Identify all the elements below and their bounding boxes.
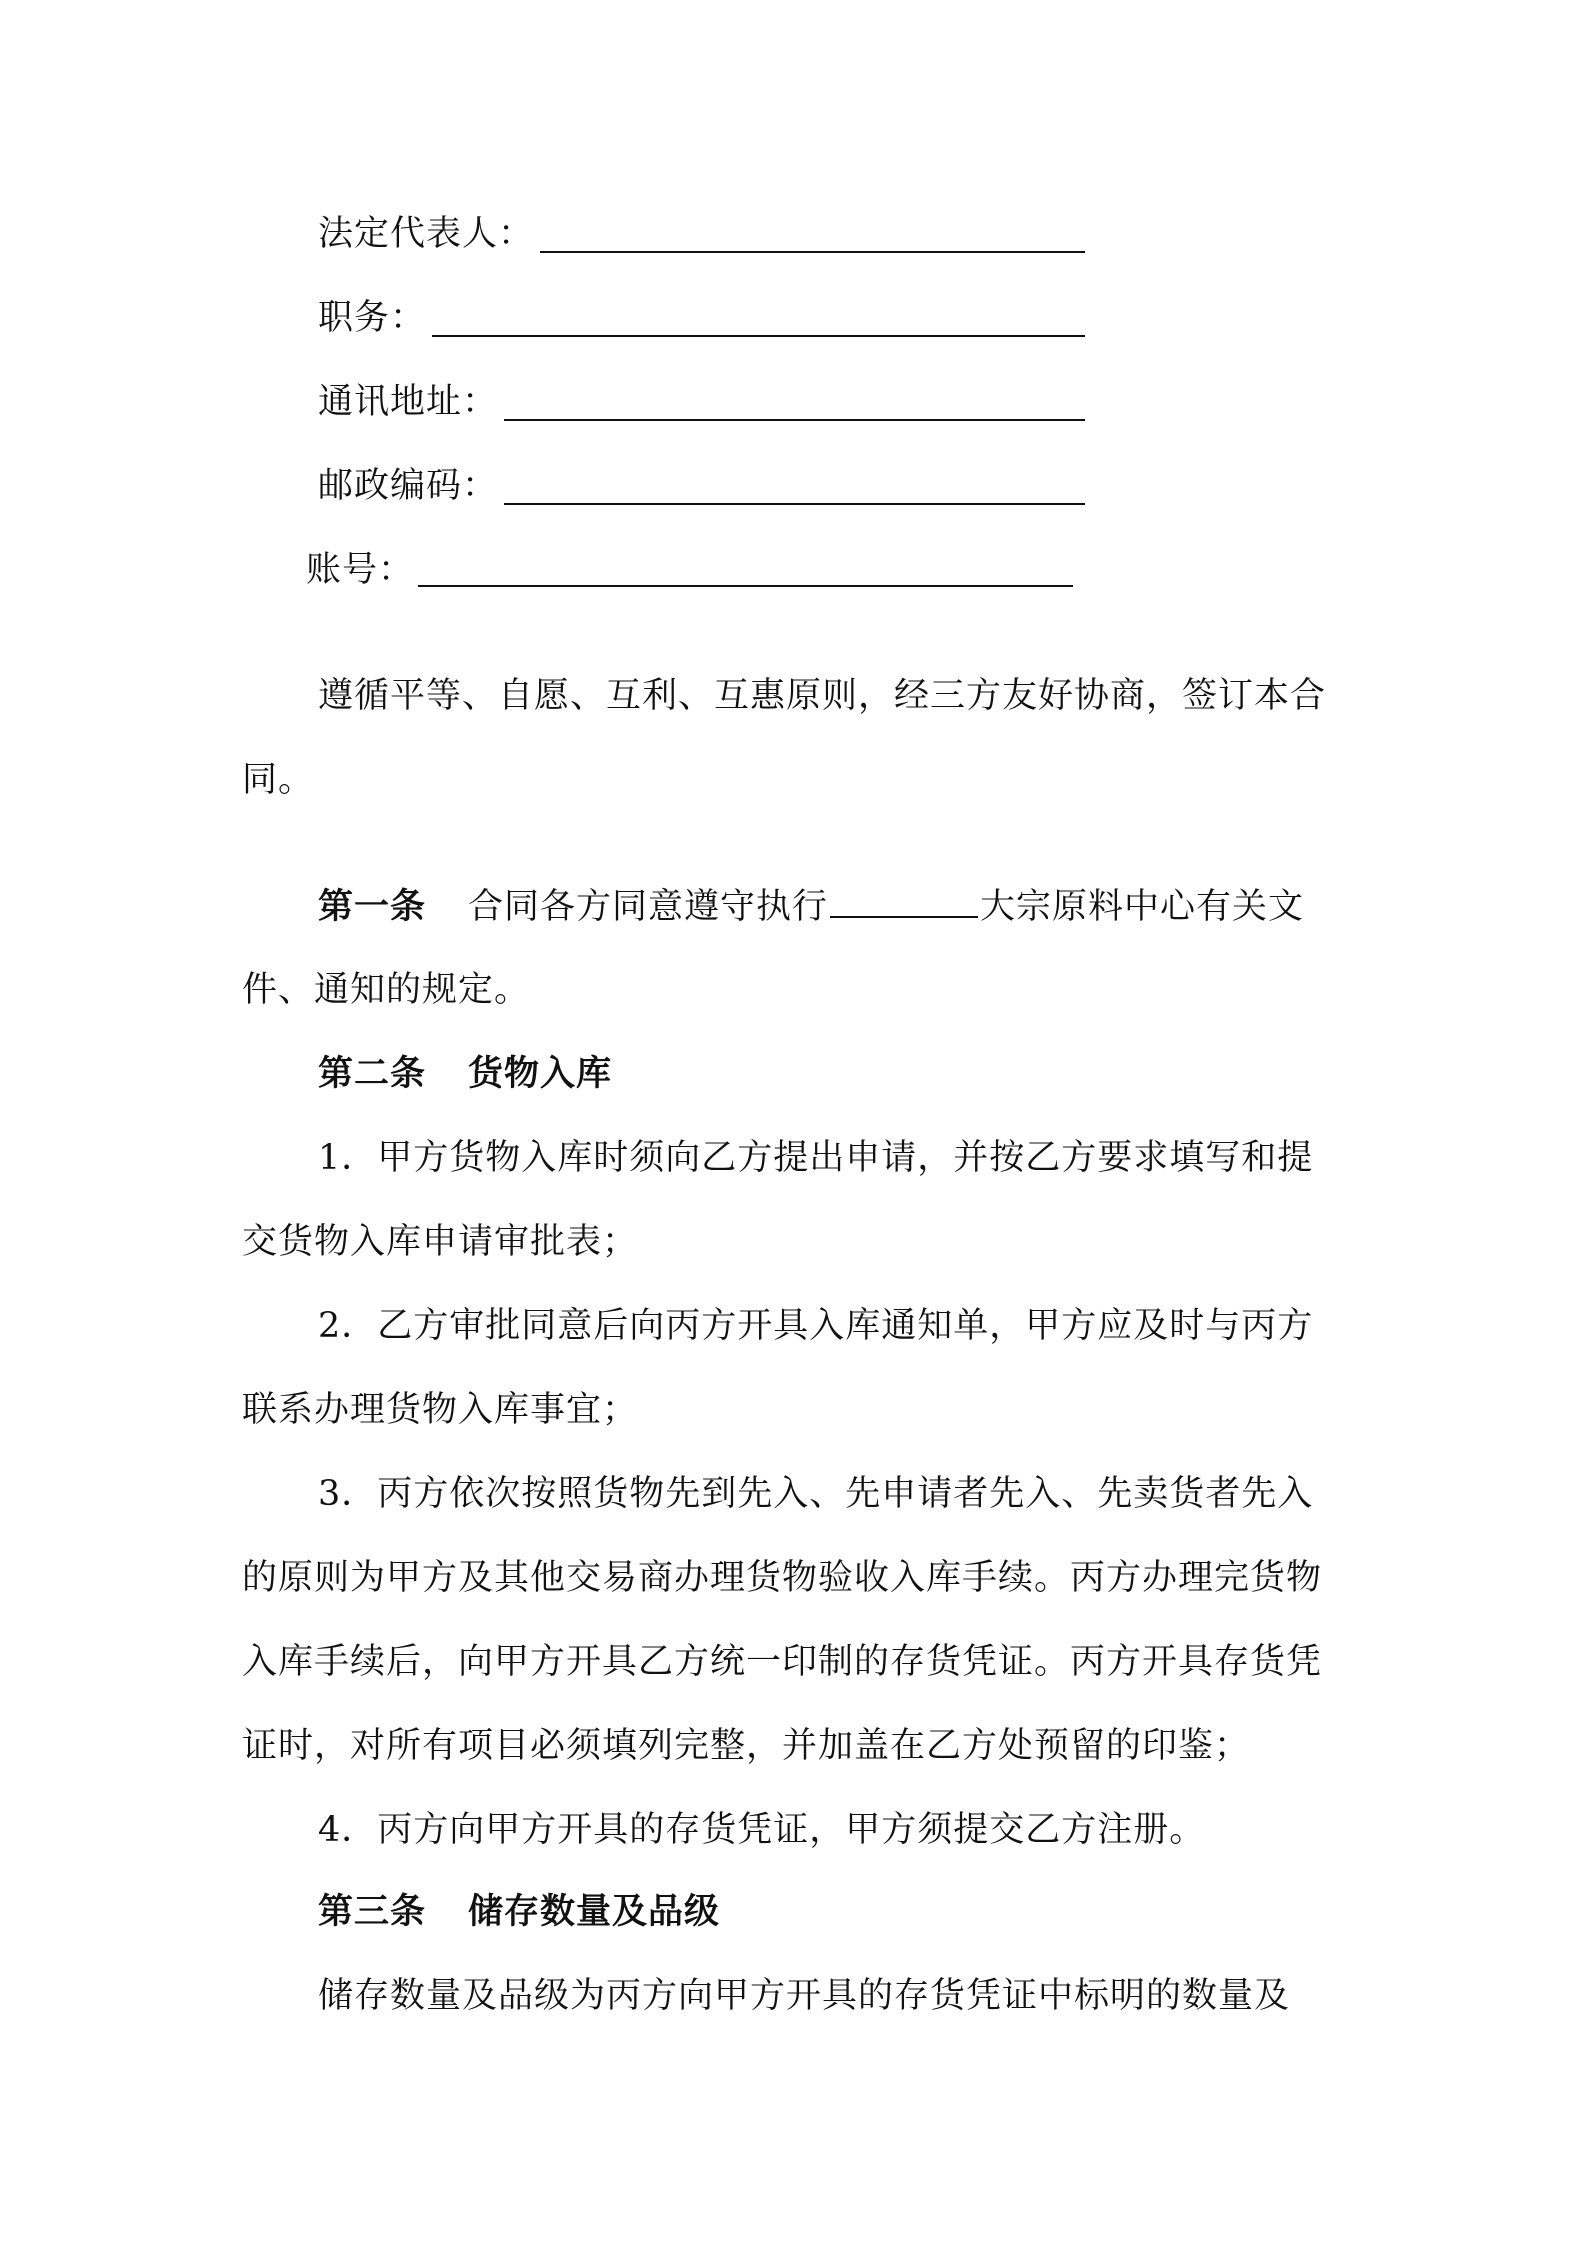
article-2-item-1-line-1: 1．甲方货物入库时须向乙方提出申请，并按乙方要求填写和提 (318, 1138, 1314, 1178)
postal-code-label: 邮政编码： (318, 466, 499, 506)
article-2-item-3-line-1: 3．丙方依次按照货物先到先入、先申请者先入、先卖货者先入 (318, 1474, 1314, 1514)
article-3-line-1: 储存数量及品级为丙方向甲方开具的存货凭证中标明的数量及 (318, 1976, 1291, 2016)
article-2-item-4-line-1: 4．丙方向甲方开具的存货凭证，甲方须提交乙方注册。 (318, 1810, 1206, 1850)
article-3-heading-line (318, 1892, 720, 1932)
article-2-heading-line (318, 1054, 612, 1094)
article-3-title: 储存数量及品级 (468, 1891, 721, 1932)
article-2-item-2-line-2: 联系办理货物入库事宜； (242, 1390, 639, 1430)
mailing-address-label: 通讯地址： (318, 382, 499, 422)
article-2-title: 货物入库 (468, 1053, 613, 1094)
article-1-line-1 (318, 886, 1304, 927)
article-3-heading: 第三条 (318, 1891, 427, 1932)
article-2-item-2-line-1: 2．乙方审批同意后向丙方开具入库通知单，甲方应及时与丙方 (318, 1306, 1314, 1346)
preamble-line-1: 遵循平等、自愿、互利、互惠原则，经三方友好协商，签订本合 (318, 676, 1327, 716)
article-2-heading: 第二条 (318, 1053, 427, 1094)
account-number-label: 账号： (306, 550, 415, 590)
position-label: 职务： (318, 298, 427, 338)
article-1-text-before-blank: 合同各方同意遵守执行 (468, 887, 829, 927)
account-number-field[interactable] (418, 585, 1073, 587)
article-1-line-2: 件、通知的规定。 (242, 970, 531, 1010)
article-2-item-1-line-2: 交货物入库申请审批表； (242, 1222, 639, 1262)
article-1-blank-field[interactable] (830, 886, 978, 918)
legal-representative-field[interactable] (540, 251, 1085, 253)
preamble-line-2: 同。 (242, 760, 315, 800)
article-2-item-3-line-4: 证时，对所有项目必须填列完整，并加盖在乙方处预留的印鉴； (242, 1726, 1251, 1766)
legal-representative-label: 法定代表人： (318, 214, 535, 254)
article-1-heading: 第一条 (318, 886, 427, 927)
article-2-item-3-line-3: 入库手续后，向甲方开具乙方统一印制的存货凭证。丙方开具存货凭 (242, 1642, 1323, 1682)
mailing-address-field[interactable] (504, 419, 1085, 421)
article-2-item-3-line-2: 的原则为甲方及其他交易商办理货物验收入库手续。丙方办理完货物 (242, 1558, 1323, 1598)
postal-code-field[interactable] (504, 503, 1085, 505)
article-1-text-after-blank: 大宗原料中心有关文 (980, 887, 1305, 927)
position-field[interactable] (432, 335, 1085, 337)
